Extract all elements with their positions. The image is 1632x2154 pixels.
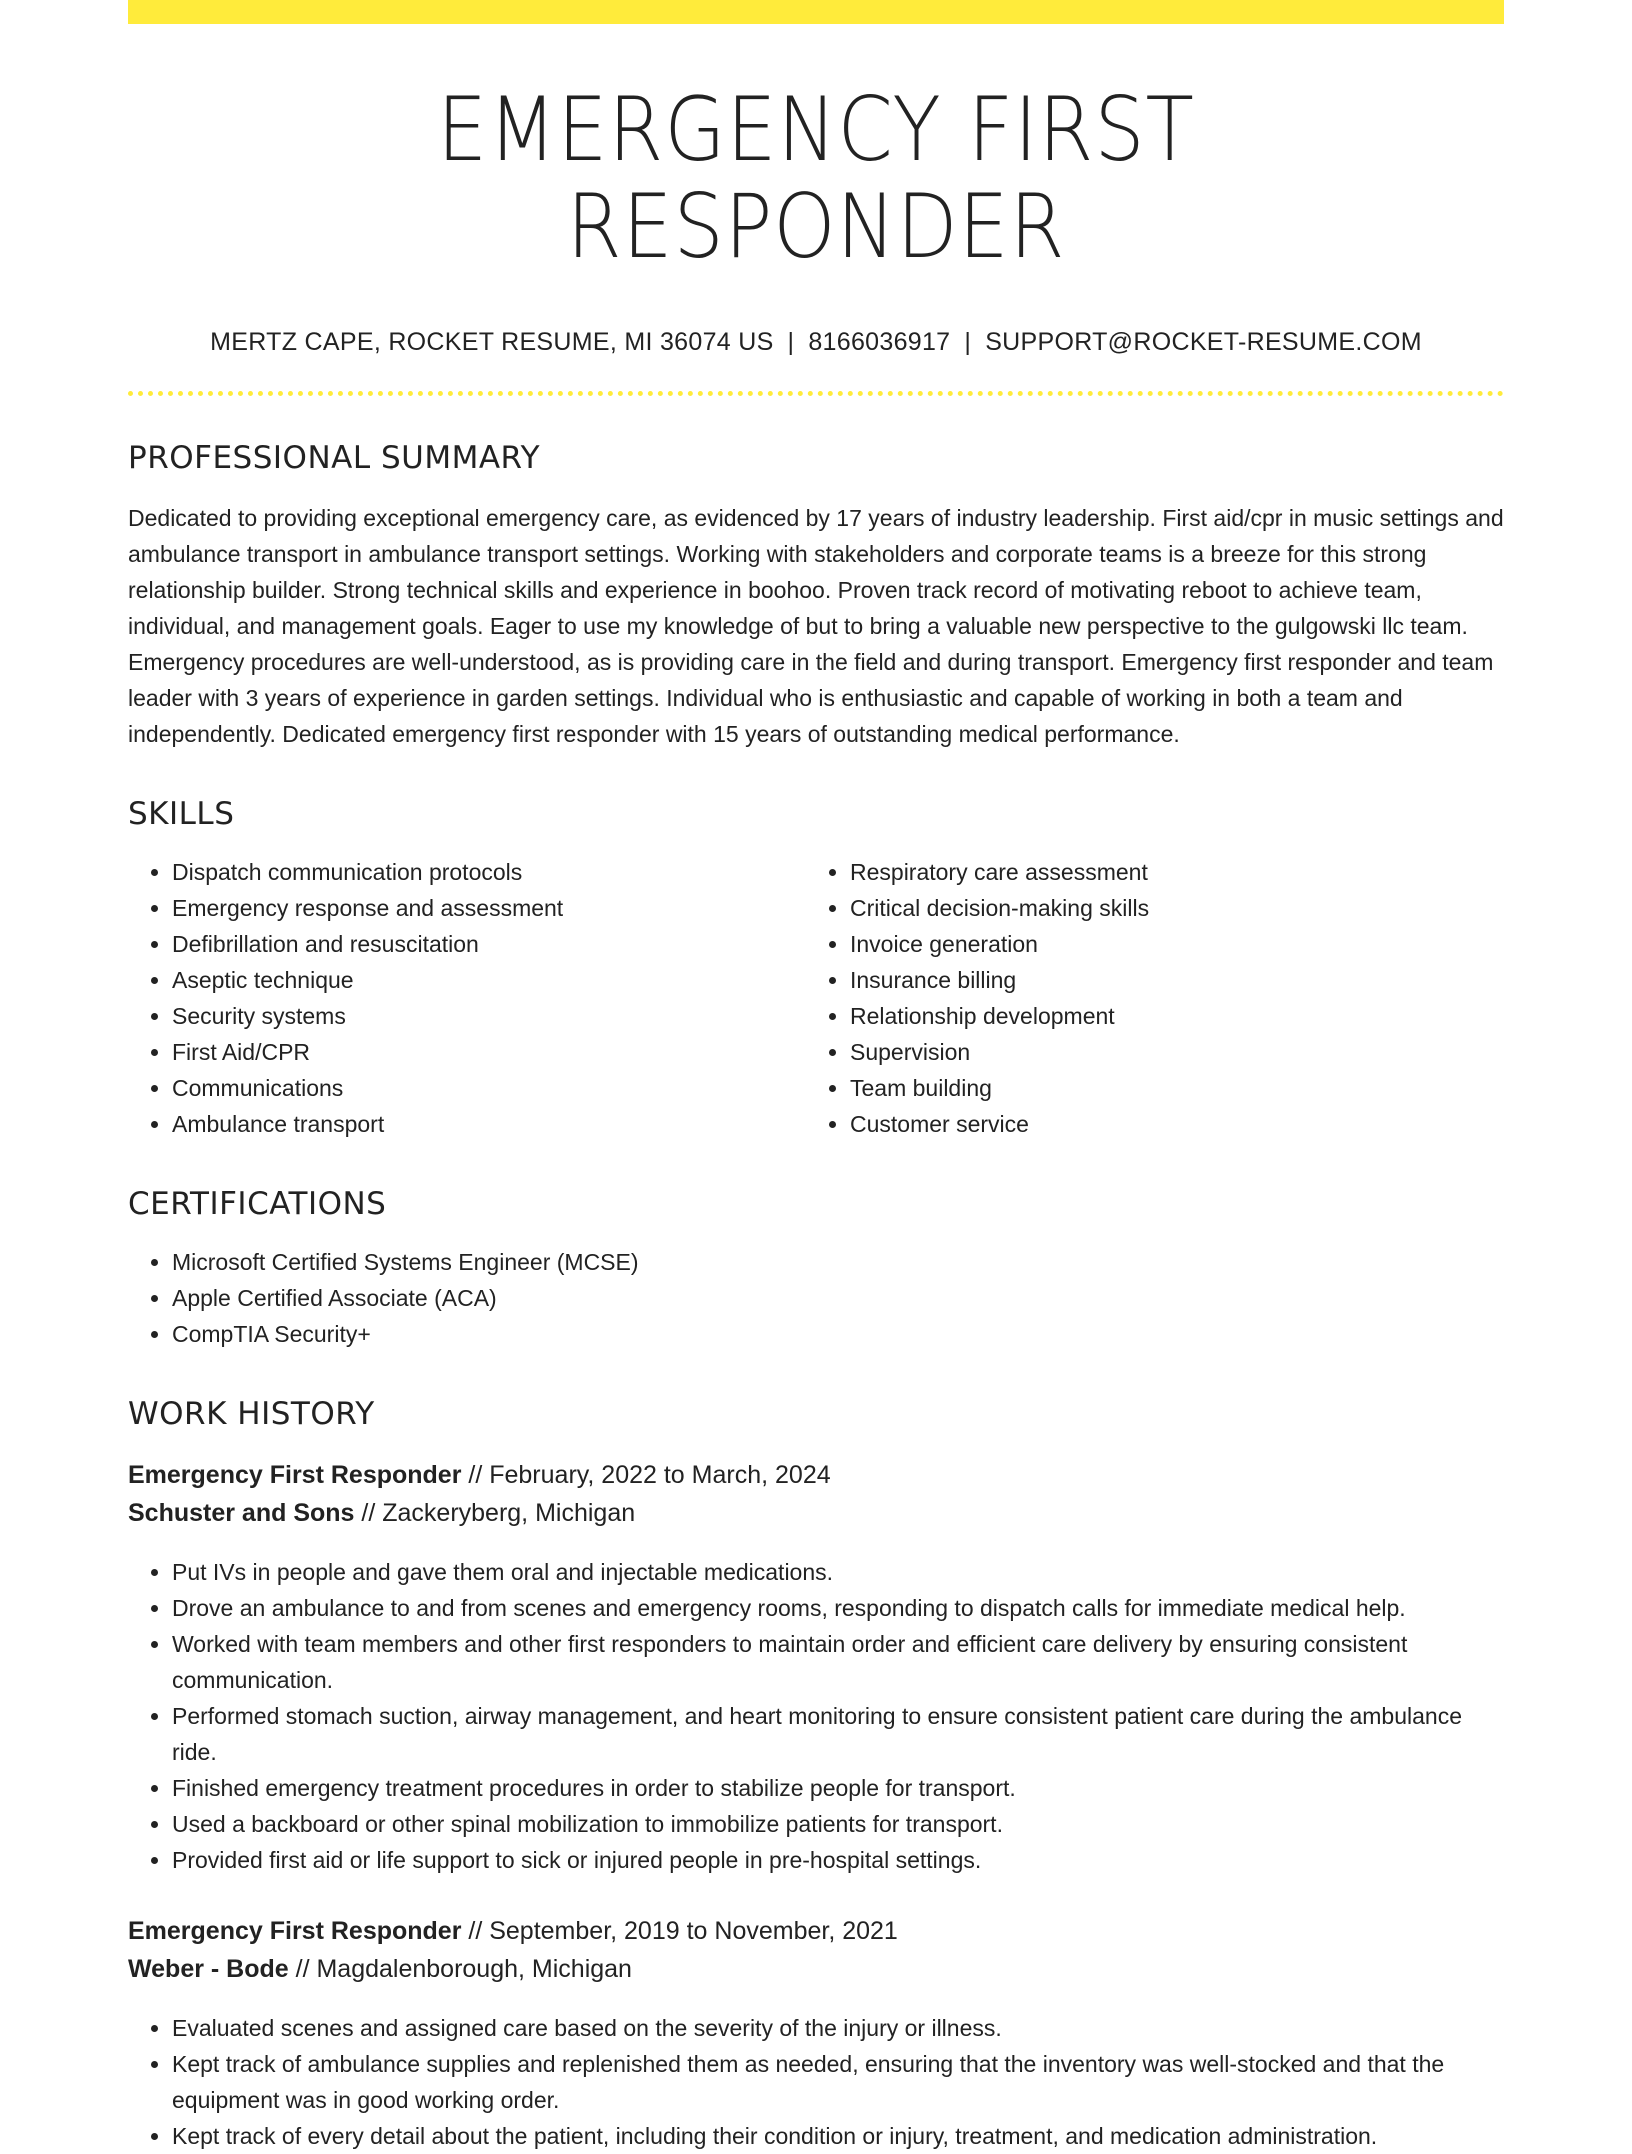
summary-text: Dedicated to providing exceptional emergency care, as evidenced by 17 years of industry leadership. First aid/cpr in music settings and ambulance transport in ambulance transport settings. Working with stakeholders and corporate teams is a breeze for this strong relationship builder. Strong technical skills and experience in boohoo. Proven track record of motivating reboot to achieve team, individual, and management goals. Eager to use my knowledge of but to bring a valuable new perspective to the gulgowski llc team. Emergency procedures are well-understood, as is providing care in the field and during transport. Emergency first responder and team leader with 3 years of experience in garden settings. Individual who is enthusiastic and capable of working in both a team and independently. Dedicated emergency first responder with 15 years of outstanding medical performance. <box>128 504 1504 747</box>
skill-item: • Supervision <box>850 1034 1484 1070</box>
skills-heading: SKILLS <box>128 795 235 832</box>
job-header <box>128 1912 1504 1988</box>
contact-email[interactable]: SUPPORT@ROCKET-RESUME.COM <box>985 327 1422 356</box>
certification-item: • Apple Certified Associate (ACA) <box>172 1280 1504 1316</box>
skill-item: • Communications <box>172 1070 806 1106</box>
skills-grid <box>128 854 1504 1142</box>
duty-item: • Kept track of every detail about the patient, including their condition or injury, treatment, and medication administration. <box>172 2118 1504 2154</box>
work-history-section <box>128 1396 1504 2154</box>
skill-item: • Emergency response and assessment <box>172 890 806 926</box>
skill-item: • Ambulance transport <box>172 1106 806 1142</box>
skill-item: • Team building <box>850 1070 1484 1106</box>
skill-item: • Invoice generation <box>850 926 1484 962</box>
skill-item: • Customer service <box>850 1106 1484 1142</box>
skill-item: • Insurance billing <box>850 962 1484 998</box>
job-company-line <box>128 1494 1504 1532</box>
work-history-heading: WORK HISTORY <box>128 1395 375 1432</box>
dotted-divider <box>128 391 1504 396</box>
duty-item: • Performed stomach suction, airway management, and heart monitoring to ensure consistent patient care during the ambulance ride. <box>172 1698 1504 1770</box>
skill-item: • Respiratory care assessment <box>850 854 1484 890</box>
duty-item: • Drove an ambulance to and from scenes and emergency rooms, responding to dispatch calls for immediate medical help. <box>172 1590 1504 1626</box>
job-duties <box>128 1554 1504 1878</box>
job-header <box>128 1456 1504 1532</box>
certifications-heading: CERTIFICATIONS <box>128 1185 387 1222</box>
contact-separator: | <box>964 327 972 356</box>
job-title-line <box>128 1912 1504 1950</box>
job-company: Schuster and Sons <box>128 1498 355 1527</box>
job-location: // Zackeryberg, Michigan <box>361 1498 636 1527</box>
job-entry <box>128 1456 1504 1878</box>
duty-item: • Worked with team members and other first responders to maintain order and efficient care delivery by ensuring consistent communication. <box>172 1626 1504 1698</box>
contact-separator: | <box>787 327 795 356</box>
job-company-line <box>128 1950 1504 1988</box>
resume-page <box>128 0 1504 2154</box>
skill-item: • Defibrillation and resuscitation <box>172 926 806 962</box>
certifications-list <box>128 1244 1504 1352</box>
duty-item: • Used a backboard or other spinal mobilization to immobilize patients for transport. <box>172 1806 1504 1842</box>
duty-item: • Finished emergency treatment procedures in order to stabilize people for transport. <box>172 1770 1504 1806</box>
skills-list-left <box>128 854 806 1142</box>
contact-phone: 8166036917 <box>808 327 951 356</box>
skill-item: • Dispatch communication protocols <box>172 854 806 890</box>
job-dates: // February, 2022 to March, 2024 <box>468 1460 831 1489</box>
job-entry <box>128 1912 1504 2154</box>
job-dates: // September, 2019 to November, 2021 <box>468 1916 898 1945</box>
skill-item: • Critical decision-making skills <box>850 890 1484 926</box>
contact-line <box>128 328 1504 357</box>
duty-item: • Kept track of ambulance supplies and replenished them as needed, ensuring that the inventory was well-stocked and that the equipment was in good working order. <box>172 2046 1504 2118</box>
skills-list-right <box>806 854 1484 1142</box>
contact-address: MERTZ CAPE, ROCKET RESUME, MI 36074 US <box>210 327 774 356</box>
skills-section <box>128 796 1504 1142</box>
certification-item: • Microsoft Certified Systems Engineer (MCSE) <box>172 1244 1504 1280</box>
job-position: Emergency First Responder <box>128 1916 462 1945</box>
certifications-section <box>128 1186 1504 1352</box>
skill-item: • First Aid/CPR <box>172 1034 806 1070</box>
skill-item: • Aseptic technique <box>172 962 806 998</box>
accent-top-bar <box>128 0 1504 24</box>
job-company: Weber - Bode <box>128 1954 289 1983</box>
job-duties <box>128 2010 1504 2154</box>
duty-item: • Provided first aid or life support to sick or injured people in pre-hospital settings. <box>172 1842 1504 1878</box>
job-title-line <box>128 1456 1504 1494</box>
certification-item: • CompTIA Security+ <box>172 1316 1504 1352</box>
duty-item: • Evaluated scenes and assigned care based on the severity of the injury or illness. <box>172 2010 1504 2046</box>
skill-item: • Relationship development <box>850 998 1484 1034</box>
summary-heading: PROFESSIONAL SUMMARY <box>128 439 541 476</box>
resume-title: EMERGENCY FIRST RESPONDER <box>437 78 1195 278</box>
summary-section <box>128 440 1504 752</box>
duty-item: • Put IVs in people and gave them oral and injectable medications. <box>172 1554 1504 1590</box>
job-position: Emergency First Responder <box>128 1460 462 1489</box>
job-location: // Magdalenborough, Michigan <box>295 1954 632 1983</box>
skill-item: • Security systems <box>172 998 806 1034</box>
